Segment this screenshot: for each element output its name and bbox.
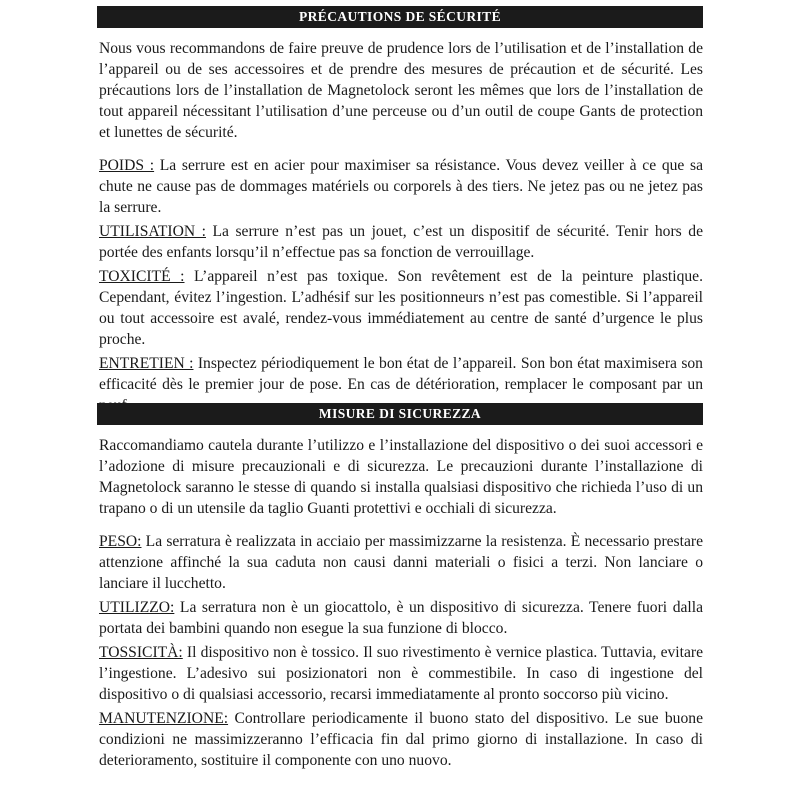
- item-label: PESO:: [99, 533, 142, 550]
- safety-item-toxicite: [97, 266, 703, 350]
- item-label: ENTRETIEN :: [99, 355, 194, 372]
- item-label: POIDS :: [99, 157, 155, 174]
- section-title-italian: MISURE DI SICUREZZA: [97, 403, 703, 425]
- safety-item-utilizzo: [97, 597, 703, 639]
- item-text: L’appareil n’est pas toxique. Son revêtement est de la peinture plastique. Cependant, évitez l’ingestion. L’adhésif sur les positionneurs n’est pas comestible. Si l’appareil ou tout accessoire est avalé, rendez-vous immédiatement au centre de santé d’urgence le plus proche.: [99, 268, 703, 348]
- item-label: UTILIZZO:: [99, 599, 175, 616]
- item-label: TOSSICITÀ:: [99, 644, 183, 661]
- item-text: La serratura non è un giocattolo, è un dispositivo di sicurezza. Tenere fuori dalla portata dei bambini quando non esegue la sua funzione di blocco.: [99, 599, 703, 637]
- safety-item-manutenzione: [97, 708, 703, 771]
- safety-item-tossicita: [97, 642, 703, 705]
- item-label: TOXICITÉ :: [99, 268, 185, 285]
- section-title-french: PRÉCAUTIONS DE SÉCURITÉ: [97, 6, 703, 28]
- item-text: La serrure est en acier pour maximiser sa résistance. Vous devez veiller à ce que sa chute ne cause pas de dommages matériels ou corporels à des tiers. Ne jetez pas ou ne jetez pas la serrure.: [99, 157, 704, 216]
- safety-item-peso: [97, 531, 703, 594]
- safety-item-poids: [97, 155, 703, 218]
- item-text: Controllare periodicamente il buono stato del dispositivo. Le sue buone condizioni ne massimizzeranno l’efficacia fin dal primo giorno di installazione. In caso di deterioramento, sostituire il componente con uno nuovo.: [99, 710, 703, 769]
- item-text: La serratura è realizzata in acciaio per massimizzarne la resistenza. È necessario prestare attenzione affinché la sua caduta non causi danni materiali o fisici a terzi. Non lanciare o lanciare il lucchetto.: [99, 533, 703, 592]
- item-text: Inspectez périodiquement le bon état de l’appareil. Son bon état maximisera son efficacité dès le premier jour de pose. En cas de détérioration, remplacer le composant par un: [99, 355, 703, 393]
- item-text: La serrure n’est pas un jouet, c’est un dispositif de sécurité. Tenir hors de portée des enfants lorsqu’il n’effectue pas sa fonction de verrouillage.: [99, 223, 703, 261]
- item-label: MANUTENZIONE:: [99, 710, 229, 727]
- safety-item-utilisation: [97, 221, 703, 263]
- item-label: UTILISATION :: [99, 223, 206, 240]
- section-italian: [97, 403, 703, 774]
- section-french: [97, 6, 703, 419]
- item-text: Il dispositivo non è tossico. Il suo rivestimento è vernice plastica. Tuttavia, evitare l’ingestione. L’adesivo sui posizionatori non è commestibile. In caso di ingestione del dispositivo o di qualsiasi accessorio, recarsi immediatamente al pronto soccorso più vicino.: [99, 644, 703, 703]
- intro-paragraph-french: Nous vous recommandons de faire preuve de prudence lors de l’utilisation et de l’installation de l’appareil ou de ses accessoires et de prendre des mesures de précaution et de sécurité. Les précautions lors de l’installation de Magnetolock seront les mêmes que lors de l’installation de tout appareil nécessitant l’utilisation d’une perceuse ou d’un outil de coupe Gants de protection et lunettes de sécurité.: [99, 40, 703, 141]
- intro-paragraph-italian: Raccomandiamo cautela durante l’utilizzo e l’installazione del dispositivo o dei suoi accessori e l’adozione di misure precauzionali e di sicurezza. Le precauzioni durante l’installazione di Magnetolock saranno le stesse di quando si installa qualsiasi dispositivo che richieda l’uso di un trapano o di un utensile da taglio Guanti protettivi e occhiali di sicurezza.: [99, 437, 703, 517]
